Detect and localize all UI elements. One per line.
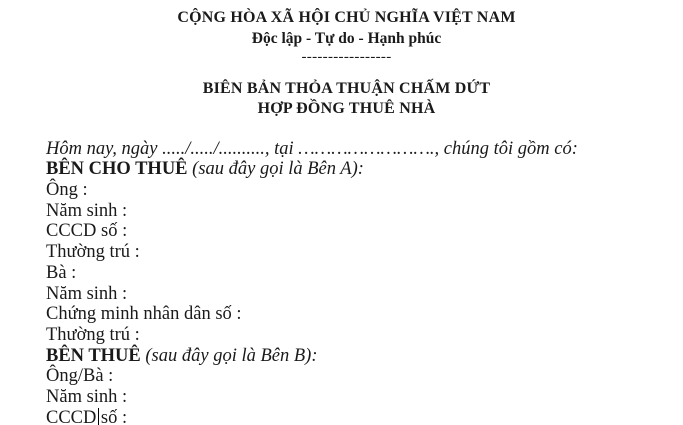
document-title — [10, 79, 683, 120]
party-a-field-nam-sinh-1: Năm sinh : — [46, 200, 128, 221]
header-separator: ----------------- — [301, 49, 392, 65]
party-a-heading-line — [46, 159, 667, 180]
intro-line: Hôm nay, ngày ...../...../.........., tại ……………………., chúng tôi gồm có: — [46, 138, 578, 159]
party-a-heading: BÊN CHO THUÊ — [46, 159, 188, 180]
party-a-field-ba: Bà : — [46, 262, 77, 283]
cccd-text-before-cursor: CCCD — [46, 407, 97, 425]
party-a-field-ong: Ông : — [46, 180, 88, 201]
document-title-line2: HỢP ĐỒNG THUÊ NHÀ — [257, 99, 436, 117]
document-header — [10, 0, 683, 66]
party-a-field-thuong-tru-2: Thường trú : — [46, 324, 140, 345]
document-body — [46, 139, 667, 425]
national-motto: Độc lập - Tự do - Hạnh phúc — [251, 29, 442, 47]
document-title-line1: BIÊN BẢN THỎA THUẬN CHẤM DỨT — [202, 79, 491, 97]
party-a-field-nam-sinh-2: Năm sinh : — [46, 283, 128, 304]
party-a-field-cmnd: Chứng minh nhân dân số : — [46, 304, 242, 325]
party-b-heading-line — [46, 346, 667, 367]
party-b-note: (sau đây gọi là Bên B): — [140, 345, 318, 366]
text-cursor — [98, 408, 100, 425]
party-a-field-thuong-tru-1: Thường trú : — [46, 242, 140, 263]
party-b-cccd-line — [46, 408, 667, 425]
party-a-note: (sau đây gọi là Bên A): — [187, 159, 364, 180]
party-a-field-cccd: CCCD số : — [46, 221, 128, 242]
cccd-text-after-cursor: số : — [100, 407, 128, 425]
party-b-heading: BÊN THUÊ — [46, 345, 141, 366]
national-title: CỘNG HÒA XÃ HỘI CHỦ NGHĨA VIỆT NAM — [177, 9, 516, 26]
party-b-field-nam-sinh: Năm sinh : — [46, 386, 128, 407]
party-b-field-ong-ba: Ông/Bà : — [46, 366, 114, 387]
